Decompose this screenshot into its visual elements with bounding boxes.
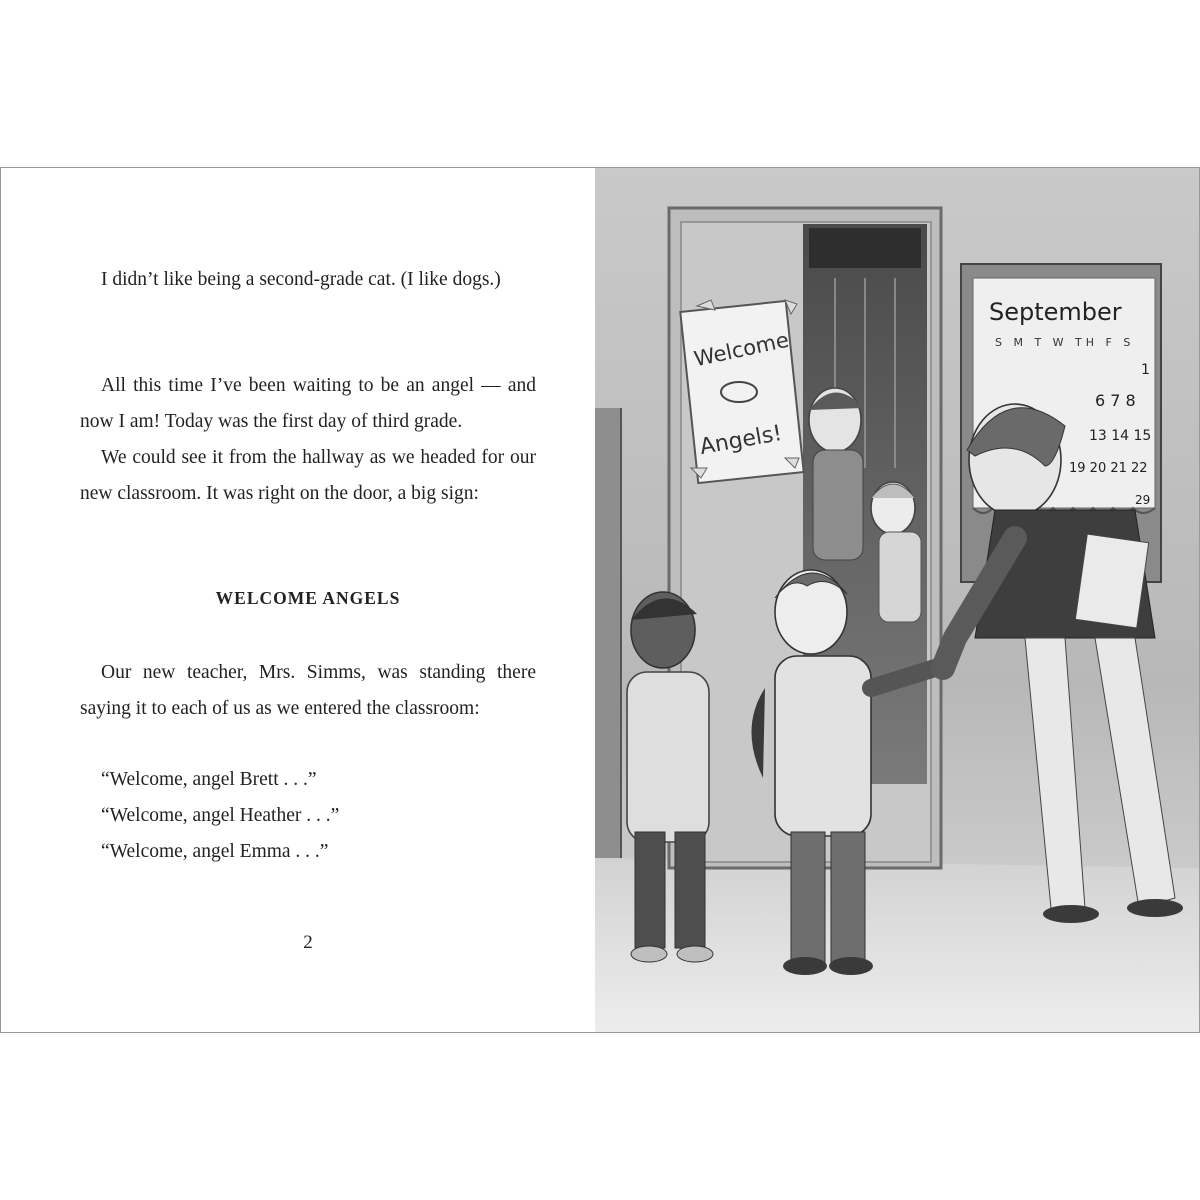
kid-in-doorway-2 [871, 482, 921, 622]
dialogue-line-3: “Welcome, angel Emma . . .” [101, 841, 329, 862]
book-spread [0, 167, 1200, 1033]
calendar-row-4: 19 20 21 22 [1069, 461, 1148, 476]
calendar-row-3: 13 14 15 [1089, 428, 1152, 444]
paragraph-2: All this time I’ve been waiting to be an angel — and now I am! Today was the first day of third grade. [80, 375, 536, 432]
left-locker [595, 408, 621, 858]
calendar-month: September [989, 298, 1122, 326]
dialogue-line-2: “Welcome, angel Heather . . .” [101, 805, 340, 826]
calendar-weekdays: S M T W TH F S [995, 336, 1135, 349]
calendar-row-2: 6 7 8 [1095, 391, 1136, 410]
calendar-row-5: 29 [1135, 493, 1151, 507]
paragraph-1: I didn’t like being a second-grade cat. (I like dogs.) [101, 269, 501, 290]
sign-heading: WELCOME ANGELS [215, 588, 401, 608]
text-page [1, 168, 595, 1032]
dialogue-line-1: “Welcome, angel Brett . . .” [101, 769, 317, 790]
sign-line-2: Angels! [697, 420, 784, 461]
kid-in-doorway-1 [809, 388, 863, 560]
page-number: 2 [303, 932, 313, 953]
paragraph-3: We could see it from the hallway as we headed for our new classroom. It was right on the door, a big sign: [80, 447, 536, 504]
calendar-row-1: 1 [1141, 362, 1150, 378]
paragraph-4: Our new teacher, Mrs. Simms, was standing there saying it to each of us as we entered the classroom: [80, 662, 536, 719]
sign-line-1: Welcome [691, 327, 791, 372]
illustration-panel [595, 168, 1199, 1032]
welcome-sign [680, 300, 803, 483]
classroom-illustration [595, 168, 1199, 1032]
